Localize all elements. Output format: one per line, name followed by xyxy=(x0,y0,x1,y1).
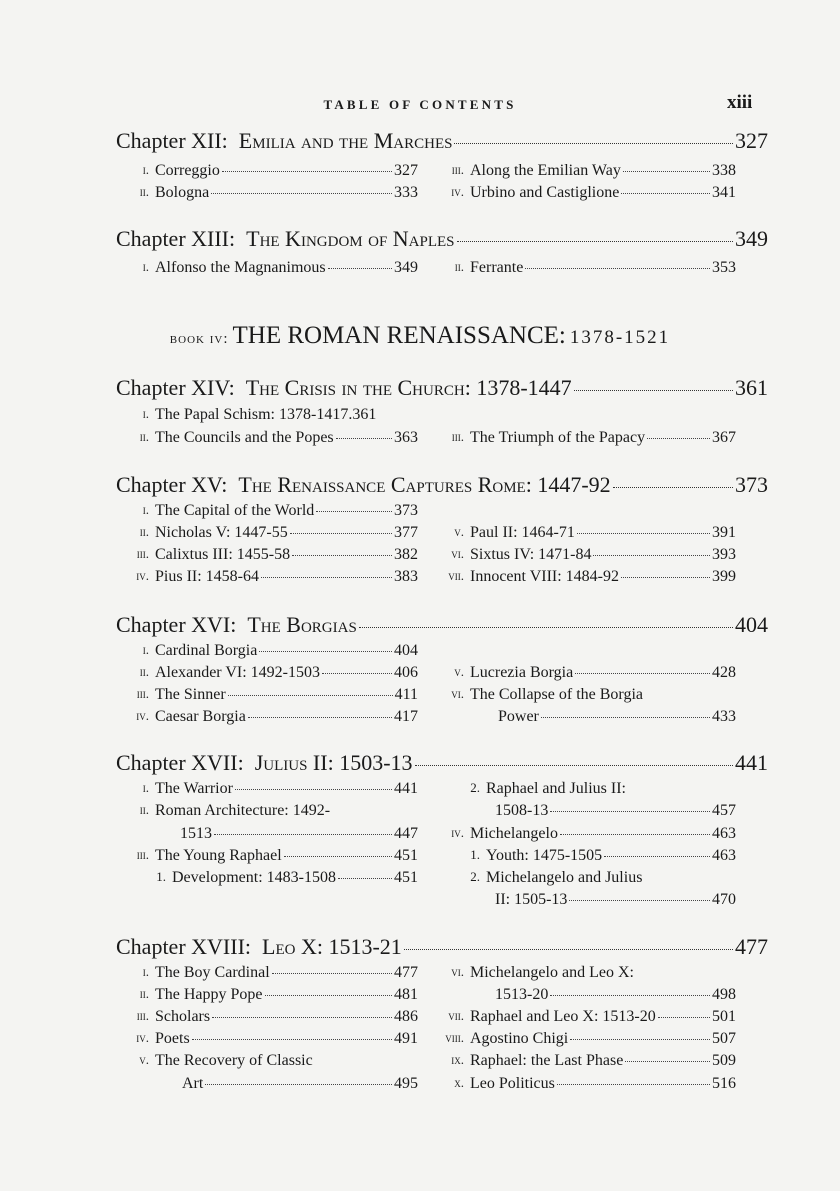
toc-entry xyxy=(142,259,418,277)
toc-entry xyxy=(454,524,736,542)
dot-leader xyxy=(336,438,392,439)
entry-page: 393 xyxy=(712,546,736,563)
entry-number: i. xyxy=(142,162,149,177)
entry-page: 382 xyxy=(394,546,418,563)
dot-leader xyxy=(259,651,392,652)
entry-title-continued: 1508-13 xyxy=(495,802,549,819)
chapter-label: Chapter XVI: xyxy=(116,612,237,637)
entry-number: iv. xyxy=(136,708,149,723)
chapter-years: 1513-21 xyxy=(328,934,402,959)
entry-number: iii. xyxy=(451,429,464,444)
entry-page: 349 xyxy=(394,259,418,276)
entry-title: Nicholas V: 1447-55 xyxy=(155,524,288,541)
entry-page: 447 xyxy=(394,825,418,842)
dot-leader xyxy=(569,900,710,901)
dot-leader xyxy=(575,673,710,674)
entry-number: vii. xyxy=(448,568,464,583)
chapter-title: Julius II: xyxy=(254,750,334,775)
entry-number: 1. xyxy=(156,869,166,884)
chapter-label: Chapter XII: xyxy=(116,128,228,153)
dot-leader xyxy=(457,241,733,242)
entry-title: Agostino Chigi xyxy=(470,1030,569,1047)
toc-entry xyxy=(139,524,418,542)
dot-leader xyxy=(574,390,733,391)
dot-leader xyxy=(454,143,733,144)
toc-entry-continued xyxy=(495,986,736,1004)
dot-leader xyxy=(261,577,392,578)
entry-page: 470 xyxy=(712,891,736,908)
toc-entry xyxy=(136,847,418,865)
entry-number: iv. xyxy=(136,568,149,583)
entry-page: 509 xyxy=(712,1052,736,1069)
entry-page: 451 xyxy=(394,847,418,864)
entry-page: 333 xyxy=(394,184,418,201)
toc-subentry xyxy=(470,780,626,798)
toc-subentry xyxy=(156,869,418,887)
toc-entry xyxy=(142,964,418,982)
entry-number: v. xyxy=(139,1052,149,1067)
toc-entry-continued xyxy=(495,802,736,820)
entry-page: 404 xyxy=(394,642,418,659)
toc-entry xyxy=(139,1052,313,1070)
entry-page: 491 xyxy=(394,1030,418,1047)
entry-title-continued: Power xyxy=(498,708,539,725)
chapter-page: 404 xyxy=(735,612,768,637)
entry-title: Leo Politicus xyxy=(470,1075,555,1092)
entry-title: Calixtus III: 1455-58 xyxy=(155,546,291,563)
dot-leader xyxy=(550,995,710,996)
chapter-title: Leo X: xyxy=(262,934,323,959)
entry-page: 383 xyxy=(394,568,418,585)
entry-page: 451 xyxy=(394,869,418,886)
dot-leader xyxy=(570,1039,710,1040)
entry-page: 327 xyxy=(394,162,418,179)
toc-entry xyxy=(451,546,736,564)
dot-leader xyxy=(621,577,710,578)
dot-leader xyxy=(560,834,710,835)
toc-entry xyxy=(136,546,418,564)
entry-page: 406 xyxy=(394,664,418,681)
chapter-years: 1378-1447 xyxy=(476,375,572,400)
dot-leader xyxy=(316,511,392,512)
toc-entry xyxy=(139,986,418,1004)
entry-page: 457 xyxy=(712,802,736,819)
chapter-label: Chapter XIII: xyxy=(116,226,236,251)
entry-title: Lucrezia Borgia xyxy=(470,664,574,681)
entry-number: ii. xyxy=(454,259,464,274)
entry-title: The Collapse of the Borgia xyxy=(470,686,643,703)
toc-entry xyxy=(451,429,736,447)
chapter-heading xyxy=(116,128,768,154)
entry-title: Scholars xyxy=(155,1008,211,1025)
entry-title: The Papal Schism: 1378-1417.361 xyxy=(155,406,377,423)
dot-leader xyxy=(212,1017,392,1018)
entry-page: 363 xyxy=(394,429,418,446)
toc-entry xyxy=(142,162,418,180)
entry-page: 477 xyxy=(394,964,418,981)
entry-title: Youth: 1475-1505 xyxy=(486,847,603,864)
entry-page: 433 xyxy=(712,708,736,725)
entry-title: Bologna xyxy=(155,184,210,201)
entry-number: viii. xyxy=(445,1030,464,1045)
entry-number: v. xyxy=(454,664,464,679)
chapter-title: Emilia and the Marches xyxy=(238,128,453,153)
entry-title: Michelangelo xyxy=(470,825,558,842)
chapter-heading xyxy=(116,934,768,960)
book-years: 1378-1521 xyxy=(569,327,671,348)
toc-entry-continued xyxy=(495,891,736,909)
toc-entry xyxy=(142,406,377,424)
chapter-page: 373 xyxy=(735,472,768,497)
dot-leader xyxy=(228,695,393,696)
entry-title: Raphael and Julius II: xyxy=(486,780,626,797)
entry-page: 367 xyxy=(712,429,736,446)
dot-leader xyxy=(541,717,710,718)
dot-leader xyxy=(272,973,392,974)
toc-entry xyxy=(142,780,418,798)
entry-title-continued: 1513-20 xyxy=(495,986,549,1003)
entry-title: Paul II: 1464-71 xyxy=(470,524,575,541)
chapter-years: 1447-92 xyxy=(537,472,611,497)
entry-number: ii. xyxy=(139,664,149,679)
book-label: book iv: xyxy=(169,331,229,347)
toc-entry xyxy=(139,802,331,820)
chapter-title: The Kingdom of Naples xyxy=(246,226,455,251)
chapter-title: The Renaissance Captures Rome: xyxy=(238,472,532,497)
entry-number: vi. xyxy=(451,546,464,561)
dot-leader xyxy=(613,487,733,488)
toc-entry-continued xyxy=(182,1075,418,1093)
entry-title: The Councils and the Popes xyxy=(155,429,334,446)
chapter-years: 1503-13 xyxy=(339,750,413,775)
dot-leader xyxy=(550,811,710,812)
dot-leader xyxy=(265,995,392,996)
chapter-page: 441 xyxy=(735,750,768,775)
toc-subentry xyxy=(470,869,643,887)
dot-leader xyxy=(328,268,392,269)
toc-entry xyxy=(136,708,418,726)
entry-title: The Boy Cardinal xyxy=(155,964,270,981)
entry-title: Along the Emilian Way xyxy=(470,162,621,179)
toc-entry-continued xyxy=(498,708,736,726)
entry-page: 481 xyxy=(394,986,418,1003)
entry-title: Roman Architecture: 1492- xyxy=(155,802,331,819)
entry-title: Correggio xyxy=(155,162,220,179)
entry-title: Raphael and Leo X: 1513-20 xyxy=(470,1008,656,1025)
toc-entry xyxy=(454,1075,736,1093)
entry-page: 338 xyxy=(712,162,736,179)
entry-title-continued: II: 1505-13 xyxy=(495,891,568,908)
entry-number: 1. xyxy=(470,847,480,862)
dot-leader xyxy=(623,171,710,172)
book-title: THE ROMAN RENAISSANCE: xyxy=(232,322,566,349)
dot-leader xyxy=(625,1061,710,1062)
toc-entry xyxy=(142,642,418,660)
entry-number: x. xyxy=(454,1075,464,1090)
entry-number: ii. xyxy=(139,429,149,444)
entry-number: iv. xyxy=(136,1030,149,1045)
dot-leader xyxy=(525,268,710,269)
entry-title: The Young Raphael xyxy=(155,847,282,864)
chapter-label: Chapter XIV: xyxy=(116,375,235,400)
dot-leader xyxy=(322,673,392,674)
chapter-heading xyxy=(116,375,768,401)
entry-page: 441 xyxy=(394,780,418,797)
dot-leader xyxy=(415,765,733,766)
dot-leader xyxy=(214,834,392,835)
dot-leader xyxy=(338,878,392,879)
chapter-title: The Crisis in the Church: xyxy=(245,375,471,400)
entry-page: 377 xyxy=(394,524,418,541)
dot-leader xyxy=(621,193,710,194)
entry-number: vi. xyxy=(451,964,464,979)
entry-number: 2. xyxy=(470,780,480,795)
toc-entry xyxy=(454,259,736,277)
entry-page: 353 xyxy=(712,259,736,276)
dot-leader xyxy=(577,533,710,534)
dot-leader xyxy=(593,555,710,556)
chapter-label: Chapter XVIII: xyxy=(116,934,252,959)
entry-page: 498 xyxy=(712,986,736,1003)
entry-page: 399 xyxy=(712,568,736,585)
chapter-label: Chapter XV: xyxy=(116,472,228,497)
entry-page: 341 xyxy=(712,184,736,201)
entry-title: Ferrante xyxy=(470,259,524,276)
chapter-heading xyxy=(116,612,768,638)
chapter-title: The Borgias xyxy=(247,612,357,637)
toc-entry xyxy=(136,1030,418,1048)
entry-number: iv. xyxy=(451,825,464,840)
entry-page: 411 xyxy=(394,686,418,703)
dot-leader xyxy=(222,171,392,172)
entry-title: Development: 1483-1508 xyxy=(172,869,336,886)
dot-leader xyxy=(235,789,392,790)
entry-title: Urbino and Castiglione xyxy=(470,184,620,201)
toc-entry-continued xyxy=(180,825,418,843)
entry-number: ii. xyxy=(139,986,149,1001)
entry-title: Caesar Borgia xyxy=(155,708,246,725)
chapter-heading xyxy=(116,226,768,252)
dot-leader xyxy=(248,717,392,718)
entry-title: The Capital of the World xyxy=(155,502,315,519)
entry-number: iii. xyxy=(136,546,149,561)
chapter-heading xyxy=(116,750,768,776)
chapter-page: 477 xyxy=(735,934,768,959)
dot-leader xyxy=(211,193,392,194)
toc-entry xyxy=(139,184,418,202)
entry-page: 501 xyxy=(712,1008,736,1025)
entry-title: Michelangelo and Leo X: xyxy=(470,964,634,981)
toc-entry xyxy=(451,162,736,180)
toc-entry xyxy=(448,1008,736,1026)
entry-number: ii. xyxy=(139,802,149,817)
entry-number: i. xyxy=(142,964,149,979)
entry-page: 495 xyxy=(394,1075,418,1092)
entry-page: 516 xyxy=(712,1075,736,1092)
entry-title: Pius II: 1458-64 xyxy=(155,568,259,585)
dot-leader xyxy=(290,533,392,534)
dot-leader xyxy=(292,555,392,556)
entry-number: i. xyxy=(142,780,149,795)
entry-number: iii. xyxy=(136,686,149,701)
entry-page: 391 xyxy=(712,524,736,541)
entry-page: 486 xyxy=(394,1008,418,1025)
toc-entry xyxy=(142,502,418,520)
dot-leader xyxy=(205,1084,392,1085)
entry-number: iii. xyxy=(136,1008,149,1023)
toc-entry xyxy=(136,1008,418,1026)
chapter-page: 361 xyxy=(735,375,768,400)
entry-number: ix. xyxy=(451,1052,464,1067)
entry-number: ii. xyxy=(139,524,149,539)
entry-number: i. xyxy=(142,642,149,657)
chapter-heading xyxy=(116,472,768,498)
entry-number: iii. xyxy=(136,847,149,862)
dot-leader xyxy=(359,627,733,628)
entry-page: 463 xyxy=(712,847,736,864)
page-number: xiii xyxy=(727,92,753,113)
toc-entry xyxy=(451,964,634,982)
entry-title: The Triumph of the Papacy xyxy=(470,429,646,446)
dot-leader xyxy=(557,1084,710,1085)
entry-title: Raphael: the Last Phase xyxy=(470,1052,624,1069)
entry-title: The Warrior xyxy=(155,780,233,797)
entry-title: The Sinner xyxy=(155,686,226,703)
dot-leader xyxy=(284,856,392,857)
chapter-page: 327 xyxy=(735,128,768,153)
toc-entry xyxy=(451,825,736,843)
entry-number: vii. xyxy=(448,1008,464,1023)
toc-entry xyxy=(136,568,418,586)
book-heading xyxy=(0,322,840,350)
entry-number: ii. xyxy=(139,184,149,199)
dot-leader xyxy=(658,1017,710,1018)
entry-number: i. xyxy=(142,406,149,421)
dot-leader xyxy=(192,1039,392,1040)
entry-title: Cardinal Borgia xyxy=(155,642,258,659)
dot-leader xyxy=(647,438,710,439)
entry-number: 2. xyxy=(470,869,480,884)
entry-title-continued: 1513 xyxy=(180,825,212,842)
entry-title: The Happy Pope xyxy=(155,986,263,1003)
toc-entry xyxy=(136,686,418,704)
entry-title: Alfonso the Magnanimous xyxy=(155,259,326,276)
entry-number: iii. xyxy=(451,162,464,177)
entry-title: Poets xyxy=(155,1030,190,1047)
entry-page: 373 xyxy=(394,502,418,519)
entry-page: 428 xyxy=(712,664,736,681)
toc-entry xyxy=(139,664,418,682)
entry-page: 463 xyxy=(712,825,736,842)
entry-title: The Recovery of Classic xyxy=(155,1052,313,1069)
dot-leader xyxy=(404,949,733,950)
entry-number: v. xyxy=(454,524,464,539)
entry-page: 507 xyxy=(712,1030,736,1047)
entry-title-continued: Art xyxy=(182,1075,204,1092)
entry-title: Sixtus IV: 1471-84 xyxy=(470,546,592,563)
chapter-label: Chapter XVII: xyxy=(116,750,244,775)
entry-number: vi. xyxy=(451,686,464,701)
toc-entry xyxy=(451,184,736,202)
entry-title: Michelangelo and Julius xyxy=(486,869,643,886)
toc-subentry xyxy=(470,847,736,865)
entry-page: 417 xyxy=(394,708,418,725)
entry-number: i. xyxy=(142,502,149,517)
running-head: TABLE OF CONTENTS xyxy=(323,97,517,112)
chapter-page: 349 xyxy=(735,226,768,251)
toc-entry xyxy=(451,1052,736,1070)
toc-entry xyxy=(139,429,418,447)
dot-leader xyxy=(604,856,710,857)
entry-number: i. xyxy=(142,259,149,274)
entry-title: Alexander VI: 1492-1503 xyxy=(155,664,320,681)
entry-title: Innocent VIII: 1484-92 xyxy=(470,568,619,585)
entry-number: iv. xyxy=(451,184,464,199)
toc-entry xyxy=(451,686,643,704)
toc-entry xyxy=(454,664,736,682)
toc-entry xyxy=(445,1030,736,1048)
toc-entry xyxy=(448,568,736,586)
